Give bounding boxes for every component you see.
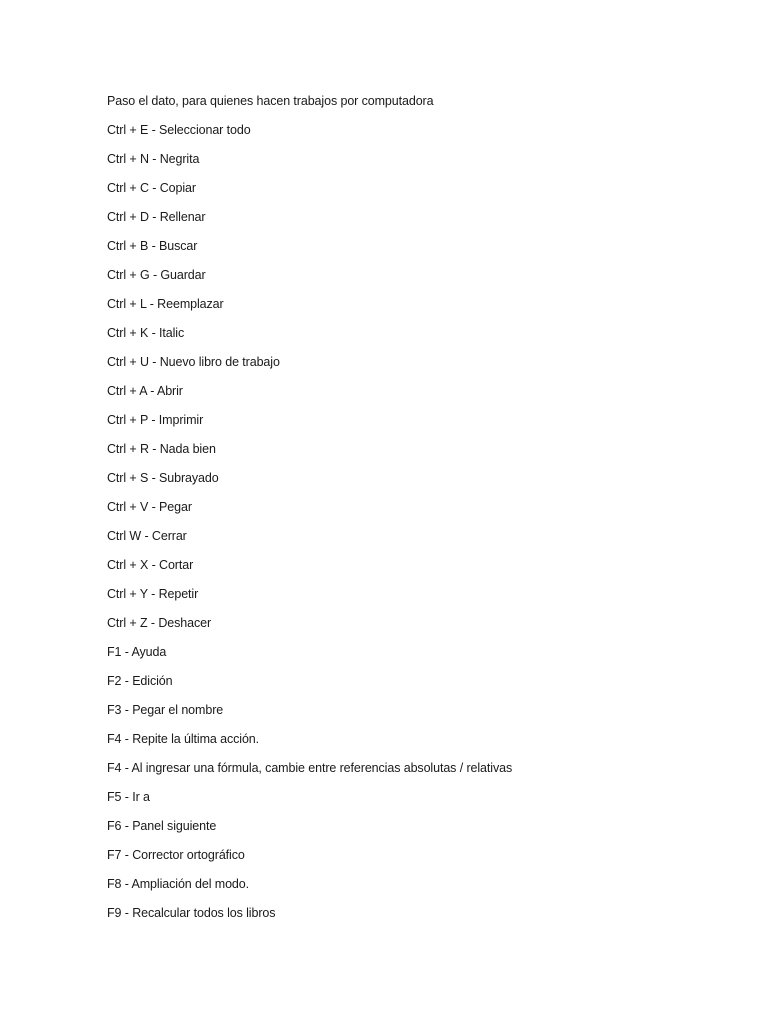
shortcut-list <box>107 91 727 932</box>
shortcut-line-f5: F5 - Ir a <box>107 790 150 804</box>
shortcut-line-f7: F7 - Corrector ortográfico <box>107 848 245 862</box>
shortcut-line-f2: F2 - Edición <box>107 674 173 688</box>
shortcut-line-ctrl-g: Ctrl + G - Guardar <box>107 268 206 282</box>
shortcut-line-ctrl-z: Ctrl + Z - Deshacer <box>107 616 212 630</box>
shortcut-line-ctrl-n: Ctrl + N - Negrita <box>107 152 200 166</box>
shortcut-line-f1: F1 - Ayuda <box>107 645 167 659</box>
shortcut-line-f6: F6 - Panel siguiente <box>107 819 217 833</box>
shortcut-line-ctrl-l: Ctrl + L - Reemplazar <box>107 297 224 311</box>
shortcut-line-ctrl-k: Ctrl + K - Italic <box>107 326 185 340</box>
shortcut-line-f3: F3 - Pegar el nombre <box>107 703 224 717</box>
shortcut-line-ctrl-p: Ctrl + P - Imprimir <box>107 413 204 427</box>
shortcut-line-ctrl-b: Ctrl + B - Buscar <box>107 239 198 253</box>
shortcut-line-ctrl-y: Ctrl + Y - Repetir <box>107 587 199 601</box>
shortcut-line-ctrl-c: Ctrl + C - Copiar <box>107 181 196 195</box>
shortcut-line-ctrl-u: Ctrl + U - Nuevo libro de trabajo <box>107 355 280 369</box>
shortcut-line-ctrl-e: Ctrl + E - Seleccionar todo <box>107 123 251 137</box>
shortcut-line-ctrl-w: Ctrl W - Cerrar <box>107 529 187 543</box>
shortcut-line-ctrl-a: Ctrl + A - Abrir <box>107 384 183 398</box>
shortcut-line-f8: F8 - Ampliación del modo. <box>107 877 250 891</box>
shortcut-line-ctrl-s: Ctrl + S - Subrayado <box>107 471 219 485</box>
shortcut-line-f9: F9 - Recalcular todos los libros <box>107 906 276 920</box>
shortcut-line-ctrl-d: Ctrl + D - Rellenar <box>107 210 206 224</box>
shortcut-line-ctrl-v: Ctrl + V - Pegar <box>107 500 192 514</box>
shortcut-line-ctrl-x: Ctrl + X - Cortar <box>107 558 194 572</box>
shortcut-line-f4-repeat: F4 - Repite la última acción. <box>107 732 260 746</box>
document-heading: Paso el dato, para quienes hacen trabajos por computadora <box>107 94 434 108</box>
shortcut-line-f4-references: F4 - Al ingresar una fórmula, cambie entre referencias absolutas / relativas <box>107 761 513 775</box>
shortcut-line-ctrl-r: Ctrl + R - Nada bien <box>107 442 216 456</box>
